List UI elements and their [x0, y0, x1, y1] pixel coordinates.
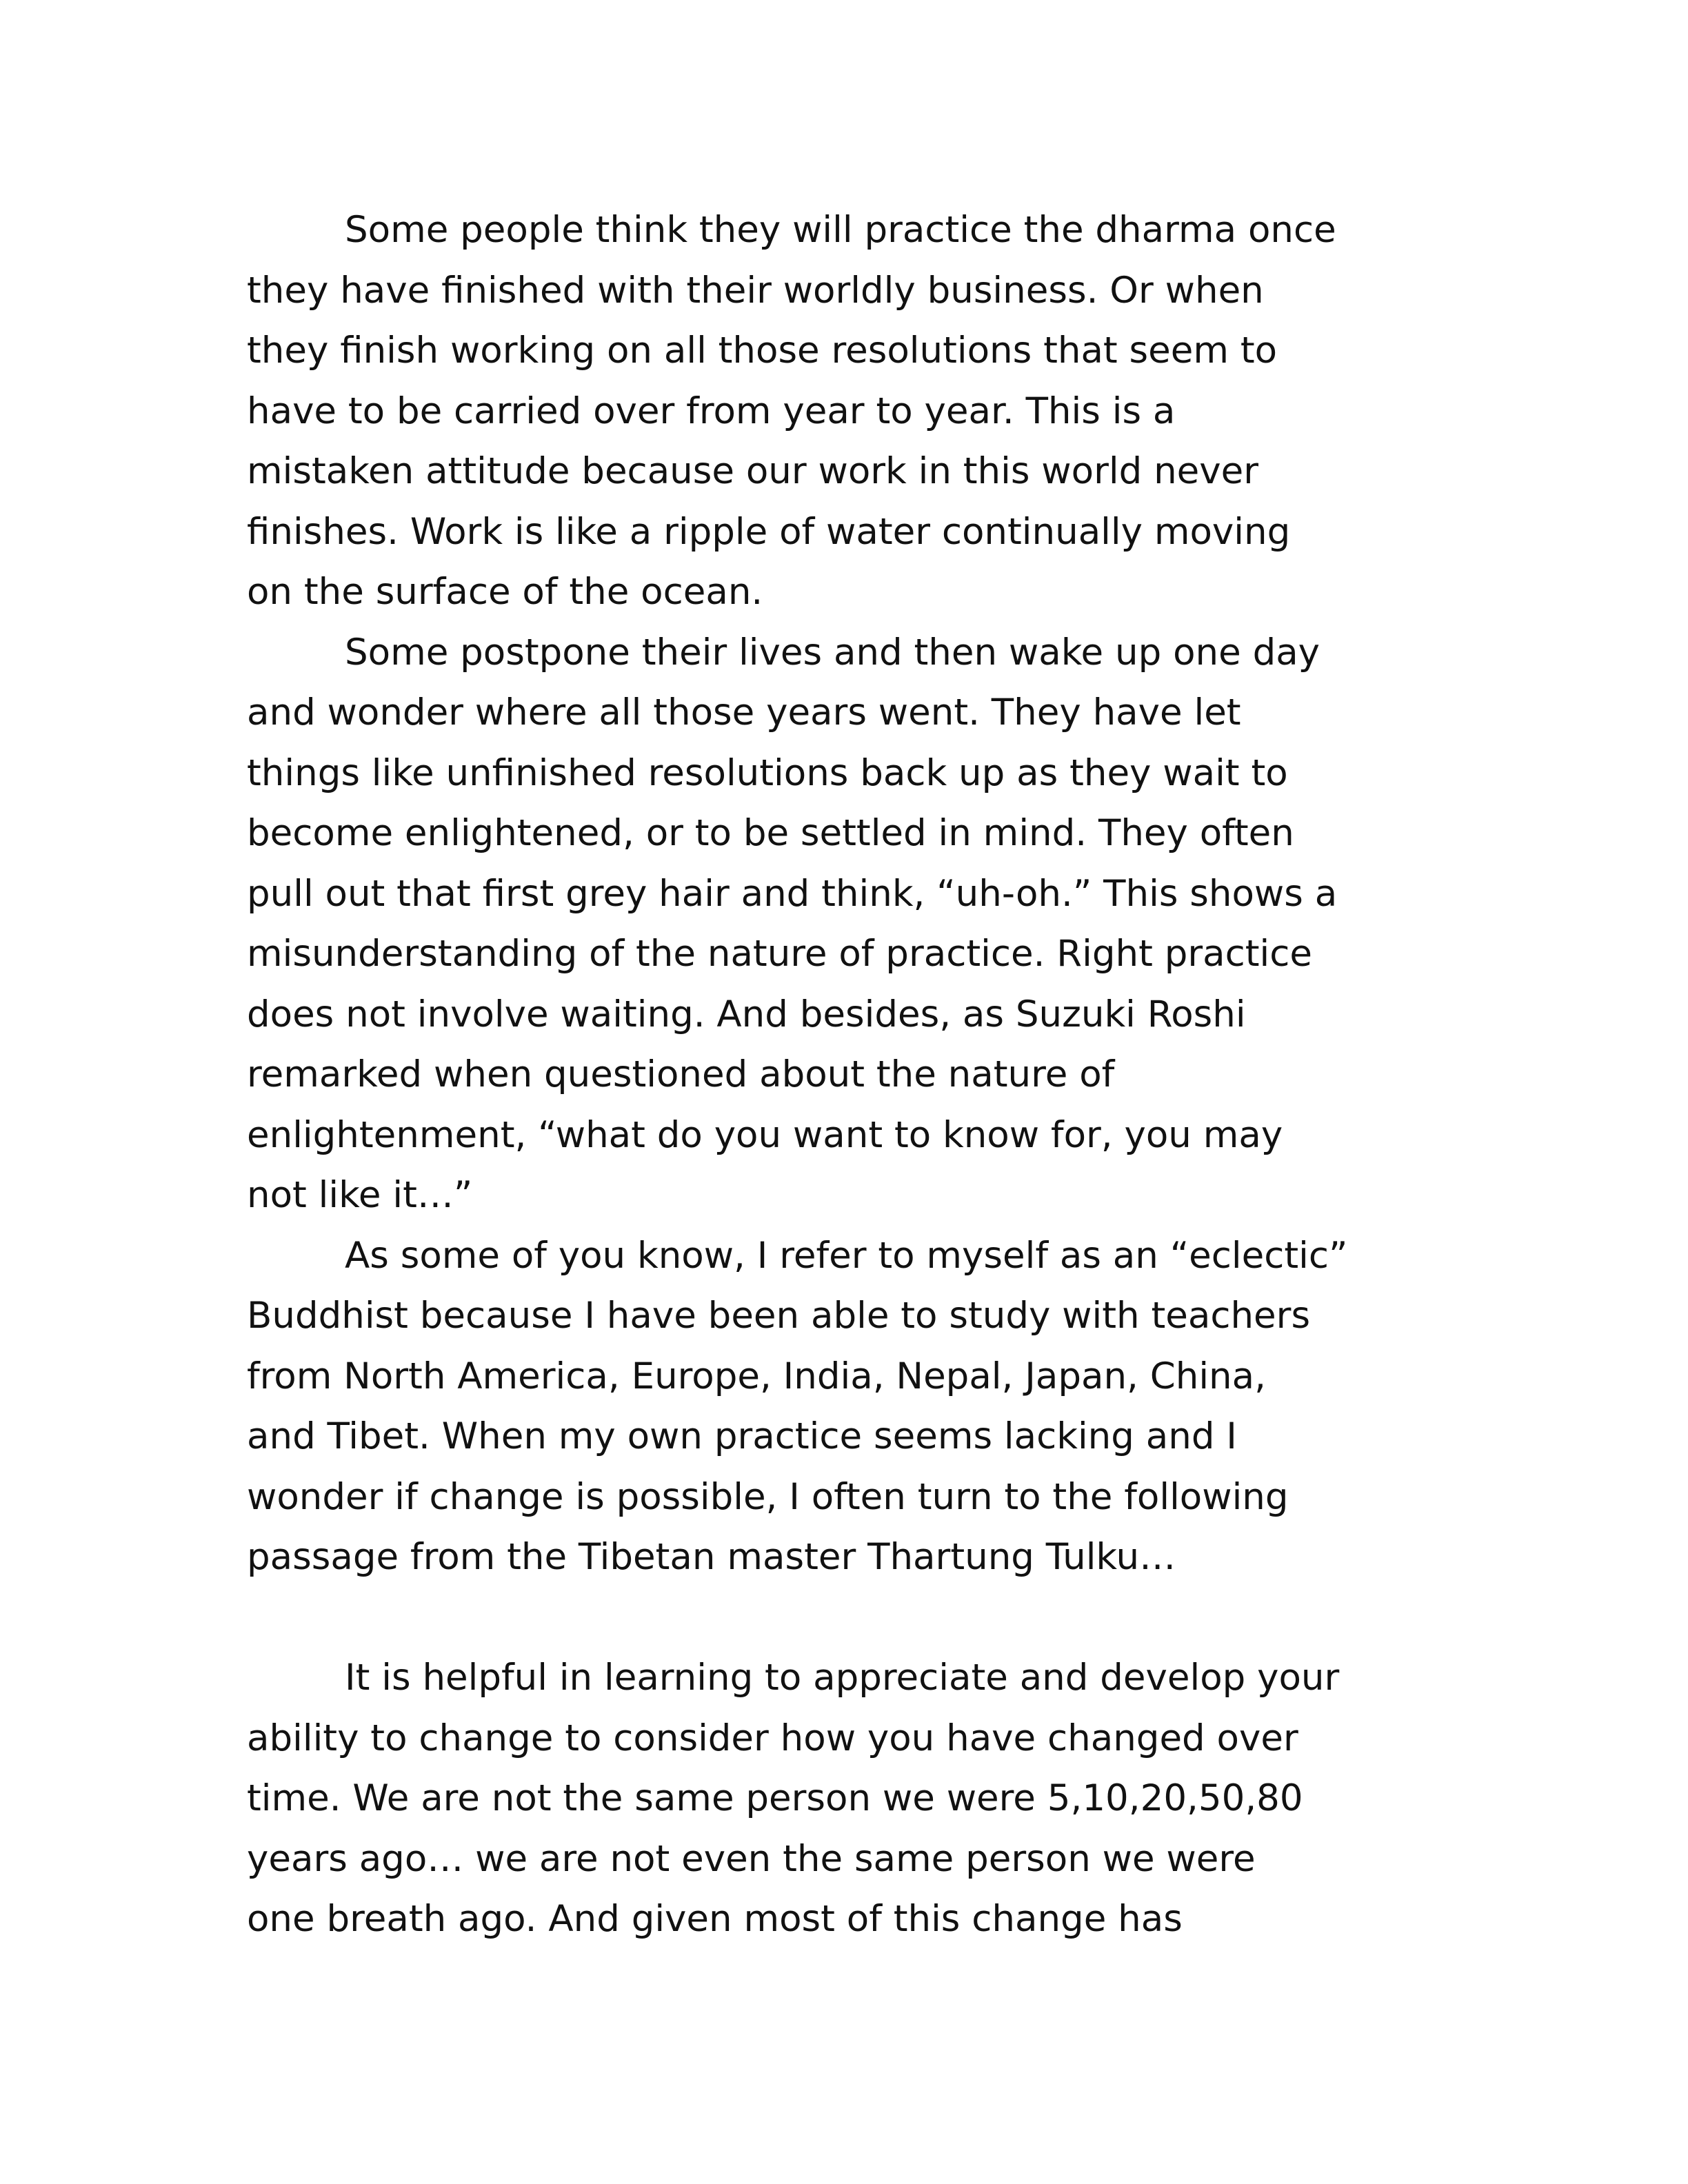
text-line: Some postpone their lives and then wake up one day: [345, 631, 1320, 674]
text-line: years ago… we are not even the same person we were: [247, 1837, 1256, 1880]
text-line: on the surface of the ocean.: [247, 571, 763, 613]
paragraph: [247, 200, 1447, 623]
text-line: ability to change to consider how you have changed over: [247, 1717, 1298, 1759]
paragraph: [247, 1226, 1447, 1588]
text-line: they finish working on all those resolutions that seem to: [247, 330, 1278, 372]
text-line: have to be carried over from year to year. This is a: [247, 390, 1176, 432]
text-line: As some of you know, I refer to myself as an “eclectic”: [345, 1234, 1348, 1277]
text-line: finishes. Work is like a ripple of water continually moving: [247, 510, 1291, 553]
text-line: and wonder where all those years went. They have let: [247, 691, 1241, 734]
text-line: It is helpful in learning to appreciate and develop your: [345, 1657, 1340, 1699]
text-line: does not involve waiting. And besides, as Suzuki Roshi: [247, 993, 1246, 1035]
blank-line: [247, 1588, 1447, 1648]
text-line: not like it…”: [247, 1174, 473, 1216]
paragraph: [247, 1648, 1447, 1950]
body-text: [247, 200, 1447, 1950]
paragraph: [247, 623, 1447, 1226]
text-line: from North America, Europe, India, Nepal, Japan, China,: [247, 1355, 1266, 1397]
text-line: misunderstanding of the nature of practice. Right practice: [247, 933, 1313, 975]
text-line: time. We are not the same person we were 5,10,20,50,80: [247, 1777, 1303, 1819]
text-line: become enlightened, or to be settled in mind. They often: [247, 812, 1294, 854]
text-line: wonder if change is possible, I often turn to the following: [247, 1475, 1289, 1518]
text-line: Buddhist because I have been able to study with teachers: [247, 1295, 1311, 1337]
text-line: things like unfinished resolutions back up as they wait to: [247, 751, 1288, 794]
text-line: remarked when questioned about the nature of: [247, 1053, 1115, 1095]
text-line: and Tibet. When my own practice seems lacking and I: [247, 1415, 1237, 1457]
text-line: pull out that first grey hair and think, “uh-oh.” This shows a: [247, 872, 1338, 915]
text-line: they have finished with their worldly business. Or when: [247, 269, 1264, 312]
text-line: one breath ago. And given most of this change has: [247, 1898, 1183, 1940]
text-line: Some people think they will practice the dharma once: [345, 209, 1336, 251]
text-line: enlightenment, “what do you want to know for, you may: [247, 1113, 1283, 1156]
text-line: passage from the Tibetan master Thartung Tulku…: [247, 1536, 1176, 1578]
text-line: mistaken attitude because our work in this world never: [247, 450, 1259, 492]
